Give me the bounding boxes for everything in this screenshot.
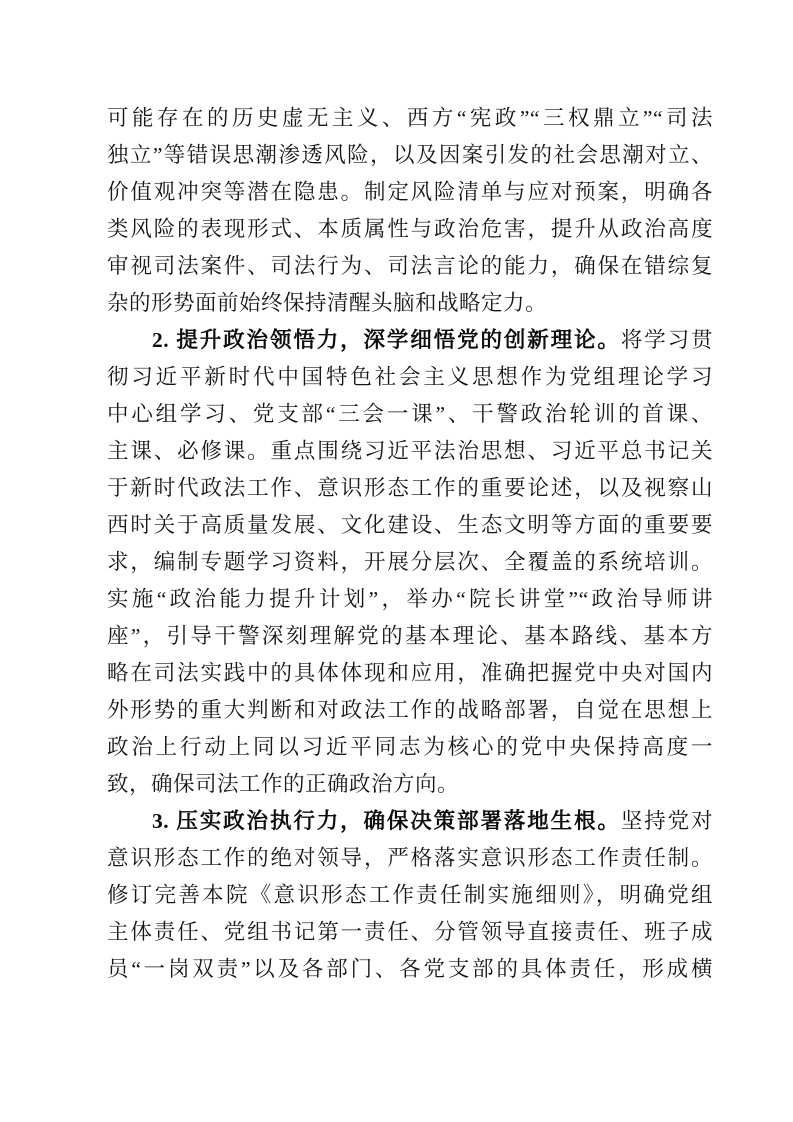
text-run: 员“一岗双责”以及各部门、各党支部的具体责任，形成横 xyxy=(107,957,713,981)
paragraph xyxy=(107,322,713,803)
text-line xyxy=(107,100,713,137)
text-run: 彻习近平新时代中国特色社会主义思想作为党组理论学习 xyxy=(107,365,713,389)
text-line xyxy=(107,877,713,914)
text-run: 杂的形势面前始终保持清醒头脑和战略定力。 xyxy=(107,291,548,315)
text-run: 审视司法案件、司法行为、司法言论的能力，确保在错综复 xyxy=(107,254,713,278)
document-body xyxy=(107,100,713,988)
text-line xyxy=(107,581,713,618)
text-run: 外形势的重大判断和对政法工作的战略部署，自觉在思想上 xyxy=(107,698,713,722)
text-run: 修订完善本院《意识形态工作责任制实施细则》，明确党组 xyxy=(107,883,713,907)
text-line xyxy=(107,507,713,544)
text-line xyxy=(107,655,713,692)
text-line xyxy=(107,803,713,840)
text-line xyxy=(107,211,713,248)
text-line xyxy=(107,766,713,803)
text-run: 求，编制专题学习资料，开展分层次、全覆盖的系统培训。 xyxy=(107,550,713,574)
text-line xyxy=(107,285,713,322)
text-line xyxy=(107,470,713,507)
heading-run: 3. 压实政治执行力，确保决策部署落地生根。 xyxy=(152,809,621,833)
text-run: 价值观冲突等潜在隐患。制定风险清单与应对预案，明确各 xyxy=(107,180,713,204)
text-line xyxy=(107,840,713,877)
text-line xyxy=(107,396,713,433)
text-run: 主课、必修课。重点围绕习近平法治思想、习近平总书记关 xyxy=(107,439,713,463)
text-run: 将学习贯 xyxy=(620,328,713,352)
text-run: 主体责任、党组书记第一责任、分管领导直接责任、班子成 xyxy=(107,920,713,944)
text-line xyxy=(107,729,713,766)
text-line xyxy=(107,174,713,211)
paragraph xyxy=(107,100,713,322)
text-line xyxy=(107,248,713,285)
text-run: 实施“政治能力提升计划”，举办“院长讲堂”“政治导师讲 xyxy=(107,587,713,611)
text-run: 可能存在的历史虚无主义、西方“宪政”“三权鼎立”“司法 xyxy=(107,106,713,130)
text-line xyxy=(107,359,713,396)
text-run: 致，确保司法工作的正确政治方向。 xyxy=(107,772,460,796)
text-run: 意识形态工作的绝对领导，严格落实意识形态工作责任制。 xyxy=(107,846,713,870)
text-line xyxy=(107,618,713,655)
text-run: 中心组学习、党支部“三会一课”、干警政治轮训的首课、 xyxy=(107,402,713,426)
text-line xyxy=(107,433,713,470)
text-run: 略在司法实践中的具体体现和应用，准确把握党中央对国内 xyxy=(107,661,713,685)
text-line xyxy=(107,544,713,581)
heading-run: 2. 提升政治领悟力，深学细悟党的创新理论。 xyxy=(152,328,621,352)
text-line xyxy=(107,951,713,988)
text-run: 座”，引导干警深刻理解党的基本理论、基本路线、基本方 xyxy=(107,624,713,648)
text-run: 坚持党对 xyxy=(620,809,713,833)
text-line xyxy=(107,322,713,359)
text-run: 独立”等错误思潮渗透风险，以及因案引发的社会思潮对立、 xyxy=(107,143,713,167)
text-line xyxy=(107,692,713,729)
text-line xyxy=(107,137,713,174)
text-run: 于新时代政法工作、意识形态工作的重要论述，以及视察山 xyxy=(107,476,713,500)
text-line xyxy=(107,914,713,951)
text-run: 西时关于高质量发展、文化建设、生态文明等方面的重要要 xyxy=(107,513,713,537)
paragraph xyxy=(107,803,713,988)
text-run: 类风险的表现形式、本质属性与政治危害，提升从政治高度 xyxy=(107,217,713,241)
text-run: 政治上行动上同以习近平同志为核心的党中央保持高度一 xyxy=(107,735,713,759)
